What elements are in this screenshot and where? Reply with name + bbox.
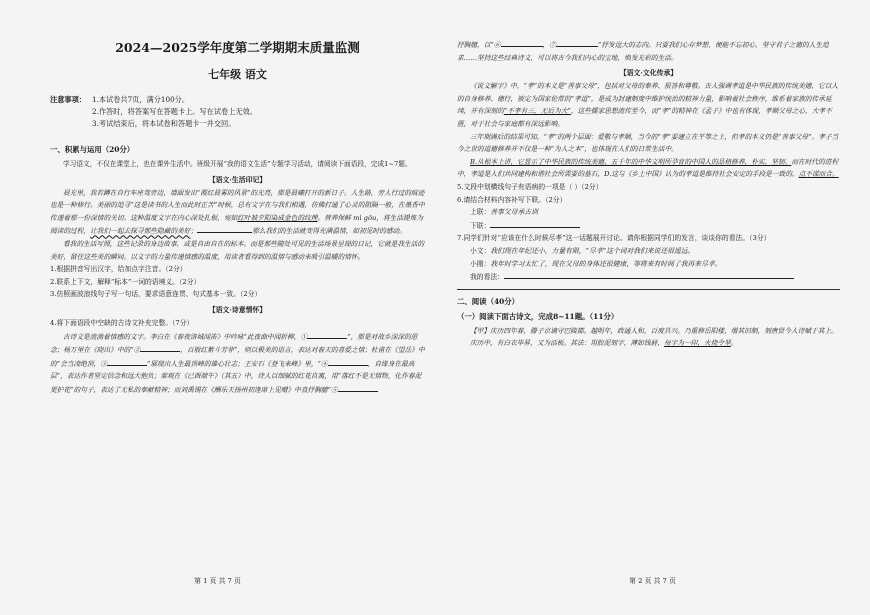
page-footer: 第 1 页 共 7 页 [194,577,241,585]
poem-fill-continuation: 抒胸臆，以“⑥ ，⑦ ”抒发远大的志向。只要我们心存梦想，便能不忘初心，坚守君子之德的人生追求……坚持这些经典诗文，可以将古今我们内心的宝地，焕发光彩的生活。 [457,38,840,64]
section-title: 二、阅读（40分） [457,296,520,306]
answer-blank[interactable] [107,357,147,366]
answer-blank[interactable] [490,219,580,228]
discussion-line: 小刚：我年时学习太忙了，现在父母的身体还很健康，等将来有时间了我再来尽孝。 [470,259,722,268]
answer-blank[interactable] [556,38,598,47]
couplet-upper: 上联：善事父母承古训 [470,208,538,217]
question-5: 5.文段中划横线句子有语病的一项是（ ）（2分） [457,182,603,191]
ancient-text: 【甲】庆历四年春，滕子京谪守巴陵郡。越明年，政通人和，百废具兴。乃重修岳阳楼，增其旧制，刻唐贤今人诗赋于其上。 [470,326,838,335]
question-2: 2.联系上下文，解释“标本”一词的语境义。（2分） [50,277,201,286]
note-item: 1.本试卷共7页，满分100分。 [92,95,190,104]
answer-blank[interactable] [140,343,180,352]
culture-paragraph: 《说文解字》中，“孝”的本义是“善事父母”，包括对父母的奉养、报答和尊敬。古人强调孝道是中华民族的传统美德，它以人的自身修养、德行，被定为国家伦常的“孝道”，是成为封建制度中维护统治的精神力量，影响着社会秩序，维系着家族的传承延续，并有深刻的“不孝有三，无后为大”，这些儒家思想流传至今，而“孝”的精神在《孟子》中也有体现，孝顺父母之心，大孝不匮，对于社会与家庭都有深远影响。 [457,82,839,128]
question-1: 1.根据拼音写出汉字，给加点字注音。（2分） [50,265,187,274]
poem-fill-paragraph: 古诗文是流淌着情感的文字。李白在《春夜洛城闻笛》中吟咏“此夜曲中闻折柳，① ”，那是对故乡深深的思念；杨万里在《晓出》中的“② ，百般红紫斗芳菲”，则以极美的语言，表达对春天的喜爱之情；杜甫在《望岳》中的“会当凌绝顶，③ ”展现出人生最顶峰的雄心壮志；王安石《登飞来峰》里，“④ ，自缘身在最高层”，表达作者坚定信念和远大抱负；秦观在《已酉端午》（其五）中，诗人以细腻的红花自寓，用“落红不是无情物，化作春泥更护花”的句子，表达了无私的奉献精神；而刘禹锡在《酬乐天扬州初逢席上见赠》中直抒胸臆“⑤ [50,330,425,397]
intro-text: 学习语文，不仅在课堂上，也在课外生活中。班级开展“我的语文生活”专题学习活动，请阅读下面语段，完成1~7题。 [63,160,412,168]
answer-line[interactable] [504,270,794,279]
answer-blank[interactable] [328,357,368,366]
sub-section-title: 【语文·文化传承】 [619,69,678,78]
exam-page-2 [435,0,870,615]
sub-section-title: （一）阅读下面古诗文，完成8~11题。（11分） [457,311,619,321]
answer-blank[interactable] [307,330,347,339]
question-6: 6.请结合材料内容补写下联。（2分） [457,195,567,204]
culture-paragraph: 三年期满后的结果可知，“孝”的两个层面：爱敬与孝顺，当今的“孝”要建立在平等之上，但孝的本义仍是“善事父母”。孝子当今之世的道德修养并不仅是一种“为人之本”，也体现在人们的日常生活中。 [457,132,839,154]
culture-paragraph: B.从根本上讲，它显示了中华民族的传统美德，五千年的中华文明所孕育的中国人的品格修养，朴实，坚韧。而在时代的进程中，孝道是人们共同建构和谐社会所需要的基石，D.这与《乡土中国》认为的孝道是维持社会安定的手段是一致的。点不谋而合。 [457,157,839,179]
couplet-lower: 下联： [457,219,840,233]
sub-section-title: 【语文·诗意情怀】 [208,305,267,314]
passage-paragraph: 晨光里，我若蹲在自行车座驾旁边，墙面发出“霞红晨雾的风景”的光亮，那是晨曦打开的新日子。人生路，旁人行过的痕迹也是一种修行。美丽的追寻“这是读书的人生而此时正苦”时候，总有文字在与我们相遇，仿佛打通了心灵的阻隔一般，在墨香中传递着那一份深情的关切。这种温度文字在内心深处扎根，宛如红叶被夕阳染成金色的纹理。营养保鲜 mì gōu，将生活提炼为阅读的过程，让我们一起去探寻那些隐藏的美好； 那么我们的生活就变得充满温情，如初见时的感动。 [50,188,425,236]
page-footer: 第 2 页 共 7 页 [629,577,676,585]
answer-blank[interactable] [338,383,378,392]
notes-block [50,94,425,130]
my-opinion-line: 我的看法： [457,270,840,284]
notes-label: 注意事项： [50,95,86,104]
section-title: 一、积累与运用（20分） [50,145,135,154]
note-item: 2.作答时，将答案写在答题卡上。写在试卷上无效。 [92,107,257,116]
answer-blank[interactable] [501,38,543,47]
sub-section-title: 【语文·生活印记】 [208,175,267,184]
question-4: 4.将下面语段中空缺的古诗文补充完整。（7分） [50,318,194,327]
discussion-line: 小文：我们现在年纪还小，力量有限，“尽孝”这个词对我们来说还很遥远。 [470,246,695,255]
exam-title: 2024—2025学年度第二学期期末质量监测 [115,40,360,55]
question-3: 3.仿照画波浪线句子写一句话，要求语意连贯、句式基本一致。（2分） [50,290,262,299]
question-7: 7.同学们针对“应该在什么时候尽孝”这一话题展开讨论。请你根据同学们的发言，谈谈你的看法。（3分） [457,234,771,243]
passage-paragraph: 看我的生活写照，这些记录的身边故事，或是自由自在的标本。而是那些随处可见的生活场景呈现的日记，它就是我生活的美好，留住这些美的瞬间。以文字的力量传递情感的温度，用读者看得到的温情与感动来吸引温暖的情怀。 [50,239,425,261]
exam-subtitle: 七年级 语文 [208,68,267,81]
note-item: 3.考试结束后，将本试卷和答题卡一并交回。 [92,119,236,128]
ancient-text: 庆历中，有白衣毕昇，又为活板。其法：用胶泥刻字，薄如钱唇，每字为一印，火烧令坚。 [470,339,738,348]
